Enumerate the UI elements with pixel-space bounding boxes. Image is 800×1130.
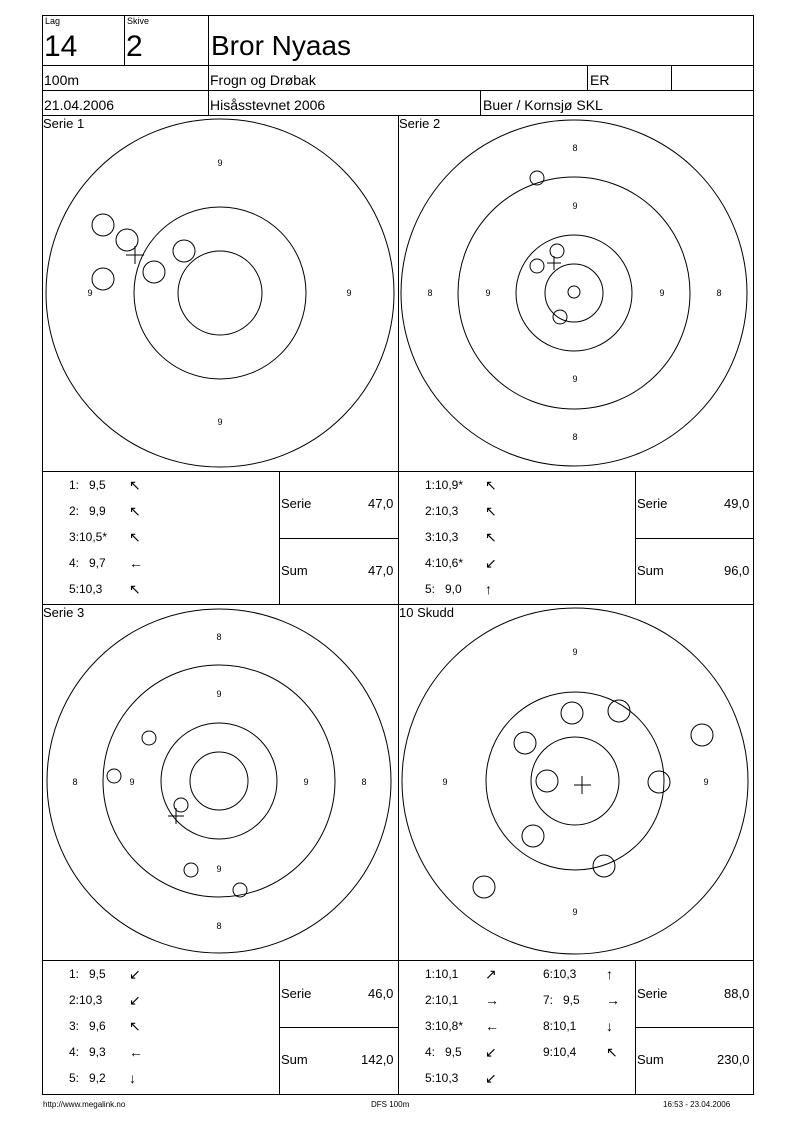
shot-hole xyxy=(92,268,114,290)
target-ring xyxy=(190,752,248,810)
target-ring xyxy=(486,692,664,870)
shot-hole xyxy=(107,769,121,783)
shot-value: 9,5 xyxy=(563,993,580,1007)
shot-direction-arrow: ↖ xyxy=(606,1044,618,1060)
shot-number: 2: xyxy=(425,993,436,1007)
serie-label: Serie xyxy=(637,986,668,1001)
event-date: 21.04.2006 xyxy=(44,97,115,113)
panel-title-serie-2: Serie 2 xyxy=(399,116,441,131)
shot-value: 9,6 xyxy=(89,1019,106,1033)
serie-value: 47,0 xyxy=(368,496,394,511)
target-serie-3 xyxy=(43,604,398,960)
ring-label: 9 xyxy=(659,288,665,298)
ring-label: 8 xyxy=(716,288,722,298)
ring-label: 9 xyxy=(217,158,223,168)
ring-label: 9 xyxy=(703,777,709,787)
shot-direction-arrow: ↖ xyxy=(129,529,141,545)
ring-label: 9 xyxy=(572,647,578,657)
shot-hole xyxy=(142,731,156,745)
shot-number: 3: xyxy=(425,1019,436,1033)
footer-center: DFS 100m xyxy=(371,1100,410,1109)
shot-value: 9,0 xyxy=(445,582,462,596)
shot-hole xyxy=(648,771,670,793)
shot-hole xyxy=(691,724,713,746)
lag-label: Lag xyxy=(45,16,61,26)
serie-value: 49,0 xyxy=(724,496,750,511)
ring-label: 9 xyxy=(216,689,222,699)
shot-value: 10,1 xyxy=(435,993,459,1007)
shot-direction-arrow: ↙ xyxy=(485,1044,497,1060)
shot-value: 10,9* xyxy=(435,478,464,492)
shot-number: 6: xyxy=(543,967,554,981)
ring-label: 9 xyxy=(572,374,578,384)
shot-number: 9: xyxy=(543,1045,554,1059)
shot-value: 10,3 xyxy=(435,1071,459,1085)
shot-number: 4: xyxy=(69,1045,80,1059)
footer-url[interactable]: http://www.megalink.no xyxy=(43,1100,126,1109)
shot-value: 10,3 xyxy=(553,967,577,981)
shot-number: 3: xyxy=(69,530,80,544)
shot-direction-arrow: ↙ xyxy=(485,1070,497,1086)
shot-direction-arrow: ↙ xyxy=(485,555,497,571)
shot-direction-arrow: ↖ xyxy=(485,503,497,519)
shooter-name: Bror Nyaas xyxy=(211,30,352,61)
shot-number: 2: xyxy=(69,504,80,518)
ring-label: 9 xyxy=(442,777,448,787)
shot-direction-arrow: ↙ xyxy=(129,966,141,982)
shot-value: 9,7 xyxy=(89,556,106,570)
shot-value: 10,1 xyxy=(553,1019,577,1033)
shot-direction-arrow: ↓ xyxy=(606,1018,613,1034)
target-ring xyxy=(401,120,747,466)
sum-label: Sum xyxy=(281,1052,308,1067)
shot-value: 10,5* xyxy=(79,530,108,544)
shot-direction-arrow: ↖ xyxy=(129,503,141,519)
shot-value: 10,3 xyxy=(435,504,459,518)
target-10-skudd xyxy=(399,604,754,960)
shot-hole xyxy=(184,863,198,877)
shot-number: 5: xyxy=(425,582,436,596)
skive-value: 2 xyxy=(126,30,143,63)
shot-hole xyxy=(536,770,558,792)
shot-value: 9,9 xyxy=(89,504,106,518)
ring-label: 8 xyxy=(572,432,578,442)
event-name: Hisåsstevnet 2006 xyxy=(210,97,326,113)
shot-number: 4: xyxy=(69,556,80,570)
shot-direction-arrow: ↖ xyxy=(485,529,497,545)
serie-value: 46,0 xyxy=(368,986,394,1001)
shot-direction-arrow: ← xyxy=(129,1044,143,1060)
target-ring xyxy=(178,251,262,335)
shooter-class: ER xyxy=(590,72,610,88)
ring-label: 8 xyxy=(216,632,222,642)
ring-label: 9 xyxy=(129,777,135,787)
shot-number: 2: xyxy=(69,993,80,1007)
shot-number: 4: xyxy=(425,556,436,570)
lag-value: 14 xyxy=(44,30,78,63)
shot-number: 5: xyxy=(425,1071,436,1085)
shot-number: 1: xyxy=(69,478,80,492)
serie-label: Serie xyxy=(281,496,312,511)
shot-value: 9,5 xyxy=(445,1045,462,1059)
ring-label: 9 xyxy=(485,288,491,298)
sum-label: Sum xyxy=(637,563,664,578)
ring-label: 8 xyxy=(72,777,78,787)
shot-value: 10,3 xyxy=(79,993,103,1007)
shot-value: 9,5 xyxy=(89,478,106,492)
target-serie-2 xyxy=(399,115,754,471)
shot-direction-arrow: ↑ xyxy=(606,966,613,982)
shot-hole xyxy=(561,702,583,724)
shot-value: 10,8* xyxy=(435,1019,464,1033)
shot-number: 1: xyxy=(425,478,436,492)
shot-hole xyxy=(550,244,564,258)
shot-number: 3: xyxy=(425,530,436,544)
shot-number: 4: xyxy=(425,1045,436,1059)
shot-direction-arrow: ← xyxy=(129,555,143,571)
shot-direction-arrow: → xyxy=(485,992,499,1008)
shot-value: 10,1 xyxy=(435,967,459,981)
shot-value: 10,4 xyxy=(553,1045,577,1059)
ring-label: 9 xyxy=(303,777,309,787)
skive-label: Skive xyxy=(127,16,150,26)
target-ring xyxy=(134,207,306,379)
shot-number: 5: xyxy=(69,1071,80,1085)
target-serie-1 xyxy=(43,115,398,471)
shot-direction-arrow: ← xyxy=(485,1018,499,1034)
target-ring xyxy=(402,608,748,954)
shot-value: 10,3 xyxy=(435,530,459,544)
target-ring xyxy=(568,286,580,298)
shot-direction-arrow: ↖ xyxy=(129,477,141,493)
shot-value: 9,2 xyxy=(89,1071,106,1085)
footer-timestamp: 16:53 - 23.04.2006 xyxy=(663,1100,731,1109)
shot-direction-arrow: ↑ xyxy=(485,581,492,597)
panel-title-serie-1: Serie 1 xyxy=(43,116,85,131)
ring-label: 9 xyxy=(572,907,578,917)
ring-label: 8 xyxy=(216,921,222,931)
shot-number: 1: xyxy=(425,967,436,981)
shot-number: 7: xyxy=(543,993,554,1007)
shot-hole xyxy=(173,240,195,262)
panel-title-10-skudd: 10 Skudd xyxy=(399,605,454,620)
shot-number: 8: xyxy=(543,1019,554,1033)
target-ring xyxy=(47,609,391,953)
target-ring xyxy=(46,119,394,467)
shot-direction-arrow: ↖ xyxy=(129,1018,141,1034)
sum-value: 96,0 xyxy=(724,563,750,578)
shot-hole xyxy=(593,855,615,877)
shot-hole xyxy=(92,214,114,236)
shot-hole xyxy=(530,259,544,273)
serie-label: Serie xyxy=(281,986,312,1001)
sum-label: Sum xyxy=(637,1052,664,1067)
ring-label: 9 xyxy=(346,288,352,298)
ring-label: 9 xyxy=(217,417,223,427)
sum-value: 47,0 xyxy=(368,563,394,578)
sum-value: 230,0 xyxy=(717,1052,750,1067)
shot-number: 1: xyxy=(69,967,80,981)
shot-direction-arrow: → xyxy=(606,992,620,1008)
shot-hole xyxy=(522,825,544,847)
sum-value: 142,0 xyxy=(361,1052,394,1067)
ring-label: 9 xyxy=(87,288,93,298)
shot-number: 2: xyxy=(425,504,436,518)
shot-hole xyxy=(514,732,536,754)
club-name: Frogn og Drøbak xyxy=(210,72,316,88)
ring-label: 8 xyxy=(572,143,578,153)
shot-value: 10,3 xyxy=(79,582,103,596)
shot-hole xyxy=(143,261,165,283)
serie-label: Serie xyxy=(637,496,668,511)
shot-direction-arrow: ↗ xyxy=(485,966,497,982)
shot-value: 9,5 xyxy=(89,967,106,981)
shot-hole xyxy=(473,876,495,898)
shot-direction-arrow: ↖ xyxy=(485,477,497,493)
shot-direction-arrow: ↖ xyxy=(129,581,141,597)
target-ring xyxy=(531,737,619,825)
event-location: Buer / Kornsjø SKL xyxy=(483,97,603,113)
shot-direction-arrow: ↓ xyxy=(129,1070,136,1086)
distance: 100m xyxy=(44,72,80,88)
target-ring xyxy=(516,235,632,351)
target-ring xyxy=(103,665,335,897)
shot-direction-arrow: ↙ xyxy=(129,992,141,1008)
serie-value: 88,0 xyxy=(724,986,750,1001)
ring-label: 9 xyxy=(572,201,578,211)
shot-number: 3: xyxy=(69,1019,80,1033)
sum-label: Sum xyxy=(281,563,308,578)
shot-value: 9,3 xyxy=(89,1045,106,1059)
shot-hole xyxy=(553,310,567,324)
target-ring xyxy=(161,723,277,839)
ring-label: 9 xyxy=(216,864,222,874)
shot-value: 10,6* xyxy=(435,556,464,570)
ring-label: 8 xyxy=(361,777,367,787)
panel-title-serie-3: Serie 3 xyxy=(43,605,85,620)
shot-number: 5: xyxy=(69,582,80,596)
ring-label: 8 xyxy=(427,288,433,298)
